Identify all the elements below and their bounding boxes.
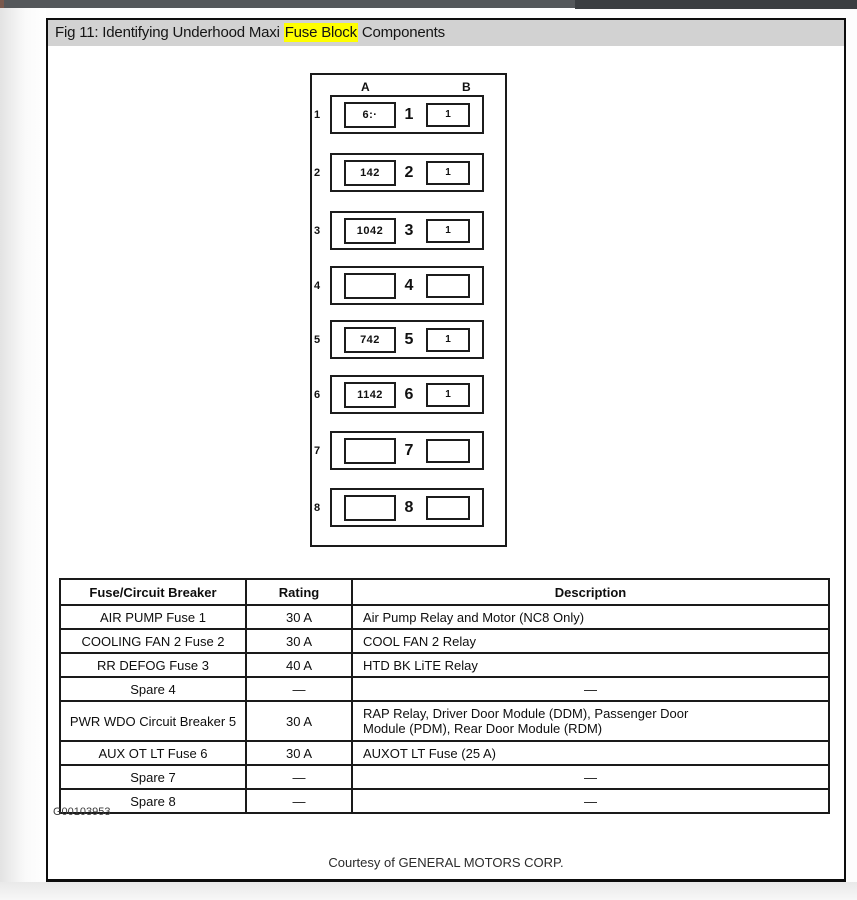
fuse-slot-a <box>344 495 396 521</box>
figure-title-suffix: Components <box>357 24 445 41</box>
fuse-slot-b: 1 <box>426 103 470 127</box>
fuse-name: Spare 7 <box>60 765 246 789</box>
fuse-description: — <box>352 677 829 701</box>
fuse-rating: 40 A <box>246 653 352 677</box>
page-left-shade <box>0 8 46 882</box>
fuse-description: AUXOT LT Fuse (25 A) <box>352 741 829 765</box>
window-edge-strip <box>0 0 857 8</box>
figure-id-label: G00103953 <box>53 806 111 818</box>
fuse-slot-b: 1 <box>426 161 470 185</box>
diagram-center-number: 7 <box>404 441 414 459</box>
diagram-row-number: 5 <box>314 333 321 346</box>
fuse-description: — <box>352 789 829 813</box>
diagram-row-number: 8 <box>314 501 321 514</box>
fuse-slot-b: 1 <box>426 219 470 243</box>
fuse-slot-b <box>426 274 470 298</box>
diagram-center-number: 6 <box>404 385 414 403</box>
fuse-name: Spare 8 <box>60 789 246 813</box>
figure-title-highlight: Fuse Block <box>284 24 357 41</box>
courtesy-line: Courtesy of GENERAL MOTORS CORP. <box>328 855 564 870</box>
fuse-rating: 30 A <box>246 701 352 741</box>
diagram-row-number: 2 <box>314 166 321 179</box>
fuse-name: PWR WDO Circuit Breaker 5 <box>60 701 246 741</box>
fuse-description: HTD BK LiTE Relay <box>352 653 829 677</box>
table-row <box>60 605 829 629</box>
window-edge-strip-dark <box>575 0 857 9</box>
diagram-row-4 <box>312 266 505 305</box>
figure-title-bar <box>48 20 844 46</box>
diagram-center-number: 2 <box>404 163 414 181</box>
diagram-center-number: 8 <box>404 498 414 516</box>
diagram-row-group <box>330 266 484 305</box>
fuse-slot-a: 1042 <box>344 218 396 244</box>
header-rating: Rating <box>246 579 352 605</box>
table-row <box>60 653 829 677</box>
diagram-row-number: 4 <box>314 279 321 292</box>
diagram-row-group <box>330 95 484 134</box>
fuse-table-header-row <box>60 579 829 605</box>
diagram-row-5 <box>312 320 505 359</box>
diagram-row-3 <box>312 211 505 250</box>
diagram-row-group <box>330 488 484 527</box>
fuse-description: Air Pump Relay and Motor (NC8 Only) <box>352 605 829 629</box>
fuse-slot-a <box>344 438 396 464</box>
page-bottom-shade <box>0 882 857 900</box>
fuse-name: COOLING FAN 2 Fuse 2 <box>60 629 246 653</box>
fuse-slot-a: 1142 <box>344 382 396 408</box>
diagram-column-header-a: A <box>361 80 370 94</box>
fuse-name: AUX OT LT Fuse 6 <box>60 741 246 765</box>
diagram-row-group <box>330 320 484 359</box>
diagram-center-number: 5 <box>404 330 414 348</box>
fuse-table <box>59 578 830 814</box>
window-edge-strip-accent <box>0 0 4 8</box>
fuse-description: RAP Relay, Driver Door Module (DDM), Passenger Door Module (PDM), Rear Door Module (RDM) <box>352 701 829 741</box>
diagram-row-group <box>330 375 484 414</box>
fuse-name: Spare 4 <box>60 677 246 701</box>
table-row <box>60 677 829 701</box>
fuse-name: AIR PUMP Fuse 1 <box>60 605 246 629</box>
diagram-row-group <box>330 431 484 470</box>
table-row <box>60 629 829 653</box>
fuse-block-diagram <box>310 73 507 547</box>
fuse-rating: — <box>246 765 352 789</box>
diagram-row-7 <box>312 431 505 470</box>
diagram-row-number: 1 <box>314 108 321 121</box>
diagram-row-number: 3 <box>314 224 321 237</box>
fuse-slot-b: 1 <box>426 383 470 407</box>
diagram-row-2 <box>312 153 505 192</box>
fuse-slot-a <box>344 273 396 299</box>
diagram-column-header-b: B <box>462 80 471 94</box>
diagram-row-group <box>330 211 484 250</box>
diagram-center-number: 4 <box>404 276 414 294</box>
diagram-center-number: 1 <box>404 105 414 123</box>
fuse-rating: — <box>246 677 352 701</box>
table-row <box>60 701 829 741</box>
diagram-row-number: 6 <box>314 388 321 401</box>
fuse-rating: 30 A <box>246 741 352 765</box>
table-row <box>60 765 829 789</box>
fuse-slot-a: 742 <box>344 327 396 353</box>
table-row <box>60 741 829 765</box>
fuse-rating: — <box>246 789 352 813</box>
fuse-rating: 30 A <box>246 629 352 653</box>
fuse-slot-a: 142 <box>344 160 396 186</box>
diagram-row-number: 7 <box>314 444 321 457</box>
fuse-slot-b <box>426 496 470 520</box>
diagram-row-6 <box>312 375 505 414</box>
fuse-slot-a: 6:· <box>344 102 396 128</box>
diagram-center-number: 3 <box>404 221 414 239</box>
header-description: Description <box>352 579 829 605</box>
diagram-row-8 <box>312 488 505 527</box>
diagram-row-group <box>330 153 484 192</box>
figure-title-prefix: Fig 11: Identifying Underhood Maxi <box>55 24 284 41</box>
fuse-description: — <box>352 765 829 789</box>
fuse-rating: 30 A <box>246 605 352 629</box>
table-row <box>60 789 829 813</box>
fuse-slot-b: 1 <box>426 328 470 352</box>
diagram-row-1 <box>312 95 505 134</box>
fuse-description: COOL FAN 2 Relay <box>352 629 829 653</box>
header-fuse-circuit-breaker: Fuse/Circuit Breaker <box>60 579 246 605</box>
fuse-name: RR DEFOG Fuse 3 <box>60 653 246 677</box>
fuse-slot-b <box>426 439 470 463</box>
figure-frame <box>46 18 846 882</box>
